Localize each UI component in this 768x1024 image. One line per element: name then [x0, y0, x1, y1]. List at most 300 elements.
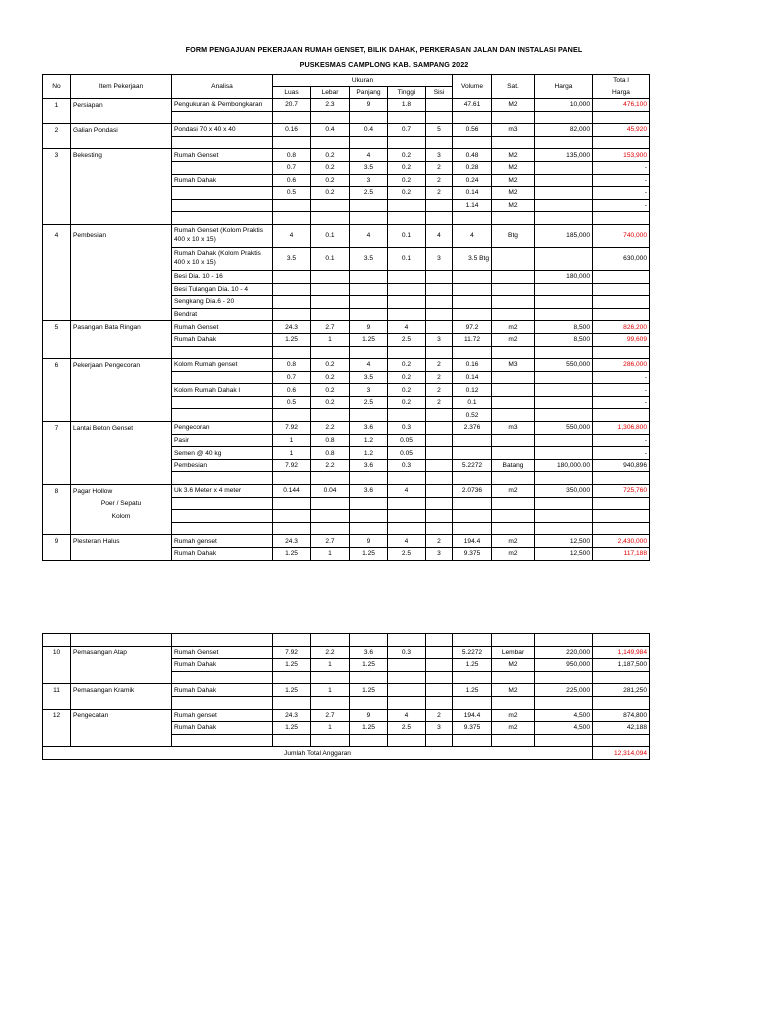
total-harga-cell: 1,149,984	[593, 646, 650, 659]
volume-cell: 0.1	[453, 396, 492, 409]
harga-cell	[535, 671, 593, 684]
row-no-cell	[43, 136, 71, 149]
header-ukuran: Ukuran	[273, 75, 453, 87]
volume-cell: 0.48	[453, 149, 492, 162]
satuan-cell	[492, 522, 535, 535]
lebar-cell	[311, 522, 350, 535]
total-harga-cell	[593, 296, 650, 309]
harga-cell: 950,000	[535, 659, 593, 672]
satuan-cell	[492, 346, 535, 359]
lebar-cell: 2.7	[311, 321, 350, 334]
total-harga-cell: -	[593, 384, 650, 397]
lebar-cell: 0.1	[311, 224, 350, 247]
tinggi-cell: 0.2	[388, 384, 426, 397]
harga-cell: 180,000.00	[535, 459, 593, 472]
satuan-cell	[492, 296, 535, 309]
lebar-cell: 0.4	[311, 124, 350, 137]
tinggi-cell: 0.05	[388, 434, 426, 447]
tinggi-cell	[388, 696, 426, 709]
total-harga-cell	[593, 346, 650, 359]
total-harga-cell: 740,000	[593, 224, 650, 247]
tinggi-cell	[388, 671, 426, 684]
panjang-cell: 4	[350, 149, 388, 162]
tinggi-cell	[388, 659, 426, 672]
item-pekerjaan-cell	[71, 212, 172, 225]
row-no-cell	[43, 283, 71, 296]
harga-cell: 12,500	[535, 548, 593, 561]
analisa-cell	[172, 199, 273, 212]
tinggi-cell	[388, 283, 426, 296]
analisa-cell	[172, 187, 273, 200]
lebar-cell: 0.2	[311, 384, 350, 397]
luas-cell	[273, 136, 311, 149]
satuan-cell	[492, 283, 535, 296]
volume-cell: 2.376	[453, 422, 492, 435]
total-harga-cell: 874,800	[593, 709, 650, 722]
form-subtitle: PUSKESMAS CAMPLONG KAB. SAMPANG 2022	[299, 60, 469, 69]
panjang-cell	[350, 696, 388, 709]
sisi-cell: 3	[426, 722, 453, 735]
luas-cell	[273, 270, 311, 283]
satuan-cell: M2	[492, 187, 535, 200]
item-pekerjaan-cell	[71, 396, 172, 409]
panjang-cell	[350, 111, 388, 124]
volume-cell	[453, 497, 492, 510]
lebar-cell: 0.2	[311, 396, 350, 409]
satuan-cell	[492, 497, 535, 510]
volume-cell: 0.14	[453, 371, 492, 384]
volume-cell: 0.12	[453, 384, 492, 397]
analisa-cell	[172, 111, 273, 124]
harga-cell	[535, 510, 593, 523]
sisi-cell: 2	[426, 187, 453, 200]
analisa-cell	[172, 161, 273, 174]
sisi-cell	[426, 212, 453, 225]
lebar-cell: 1	[311, 548, 350, 561]
luas-cell: 1.25	[273, 548, 311, 561]
table-row	[43, 485, 650, 498]
satuan-cell: m2	[492, 535, 535, 548]
volume-cell	[453, 296, 492, 309]
total-harga-cell: -	[593, 161, 650, 174]
panjang-cell: 1.25	[350, 333, 388, 346]
lebar-cell	[311, 497, 350, 510]
lebar-cell	[311, 634, 350, 647]
item-pekerjaan-cell	[71, 333, 172, 346]
analisa-cell: Kolom Rumah Dahak l	[172, 384, 273, 397]
lebar-cell: 2.7	[311, 535, 350, 548]
panjang-cell: 9	[350, 99, 388, 112]
panjang-cell: 3	[350, 384, 388, 397]
item-pekerjaan-cell	[71, 270, 172, 283]
sisi-cell	[426, 321, 453, 334]
row-no-cell	[43, 671, 71, 684]
total-harga-cell: 2,430,000	[593, 535, 650, 548]
row-no-cell: 3	[43, 149, 71, 162]
analisa-cell: Kolom Rumah genset	[172, 359, 273, 372]
analisa-cell: Pondasi 70 x 40 x 40	[172, 124, 273, 137]
harga-cell	[535, 212, 593, 225]
item-pekerjaan-cell	[71, 722, 172, 735]
total-harga-cell: -	[593, 434, 650, 447]
sisi-cell	[426, 308, 453, 321]
analisa-cell	[172, 409, 273, 422]
harga-cell	[535, 296, 593, 309]
spacer-row	[43, 346, 650, 359]
analisa-cell: Rumah Genset	[172, 321, 273, 334]
analisa-cell	[172, 734, 273, 747]
item-pekerjaan-cell	[71, 346, 172, 359]
header-panjang: Panjang	[350, 87, 388, 99]
volume-cell: 0.14	[453, 187, 492, 200]
harga-cell	[535, 447, 593, 460]
luas-cell: 1	[273, 434, 311, 447]
table-row	[43, 187, 650, 200]
volume-cell	[453, 696, 492, 709]
total-harga-cell: 630,000	[593, 247, 650, 270]
luas-cell: 0.6	[273, 384, 311, 397]
total-harga-cell	[593, 111, 650, 124]
sisi-cell: 2	[426, 535, 453, 548]
row-no-cell	[43, 659, 71, 672]
spacer-row	[43, 111, 650, 124]
total-harga-cell	[593, 522, 650, 535]
analisa-cell: Pasir	[172, 434, 273, 447]
satuan-cell	[492, 212, 535, 225]
table-row	[43, 646, 650, 659]
luas-cell: 0.8	[273, 359, 311, 372]
row-no-cell	[43, 497, 71, 510]
spacer-row	[43, 671, 650, 684]
header-no: No	[43, 75, 71, 99]
analisa-cell: Besi Dia. 10 - 16	[172, 270, 273, 283]
tinggi-cell	[388, 734, 426, 747]
volume-cell: 1.25	[453, 684, 492, 697]
volume-cell	[453, 634, 492, 647]
analisa-cell	[172, 510, 273, 523]
analisa-cell: Rumah genset	[172, 709, 273, 722]
total-harga-cell: -	[593, 396, 650, 409]
table-row	[43, 384, 650, 397]
analisa-cell: Semen @ 40 kg	[172, 447, 273, 460]
panjang-cell: 0.4	[350, 124, 388, 137]
volume-cell: 1.14	[453, 199, 492, 212]
item-pekerjaan-cell	[71, 247, 172, 270]
satuan-cell: M2	[492, 161, 535, 174]
form-title: FORM PENGAJUAN PEKERJAAN RUMAH GENSET, BILIK DAHAK, PERKERASAN JALAN DAN INSTALASI PANEL	[185, 45, 583, 54]
sisi-cell	[426, 136, 453, 149]
harga-cell: 4,500	[535, 722, 593, 735]
total-harga-cell: 45,920	[593, 124, 650, 137]
lebar-cell: 1	[311, 722, 350, 735]
volume-cell	[453, 522, 492, 535]
table-row	[43, 247, 650, 270]
volume-cell: 47.61	[453, 99, 492, 112]
panjang-cell	[350, 510, 388, 523]
sisi-cell: 2	[426, 359, 453, 372]
row-no-cell	[43, 174, 71, 187]
total-harga-cell: 286,000	[593, 359, 650, 372]
total-harga-cell	[593, 308, 650, 321]
panjang-cell	[350, 634, 388, 647]
sisi-cell: 2	[426, 161, 453, 174]
panjang-cell: 3.6	[350, 646, 388, 659]
satuan-cell: m2	[492, 709, 535, 722]
table-row	[43, 333, 650, 346]
panjang-cell: 2.5	[350, 396, 388, 409]
harga-cell	[535, 111, 593, 124]
sisi-cell	[426, 671, 453, 684]
lebar-cell	[311, 296, 350, 309]
table-row	[43, 321, 650, 334]
analisa-cell	[172, 671, 273, 684]
header-harga: Harga	[535, 75, 593, 99]
analisa-cell: Sengkang Dia.6 - 20	[172, 296, 273, 309]
lebar-cell: 2.3	[311, 99, 350, 112]
satuan-cell: m3	[492, 422, 535, 435]
lebar-cell	[311, 734, 350, 747]
row-no-cell: 7	[43, 422, 71, 435]
item-pekerjaan-cell: Kolom	[71, 510, 172, 523]
row-no-cell: 2	[43, 124, 71, 137]
lebar-cell: 2.2	[311, 459, 350, 472]
panjang-cell	[350, 409, 388, 422]
item-pekerjaan-cell	[71, 447, 172, 460]
harga-cell	[535, 174, 593, 187]
row-no-cell	[43, 447, 71, 460]
total-harga-cell	[593, 634, 650, 647]
total-harga-cell	[593, 283, 650, 296]
satuan-cell	[492, 111, 535, 124]
harga-cell: 350,000	[535, 485, 593, 498]
table-row	[43, 371, 650, 384]
lebar-cell: 0.2	[311, 371, 350, 384]
satuan-cell: M2	[492, 199, 535, 212]
row-no-cell	[43, 333, 71, 346]
item-pekerjaan-cell	[71, 308, 172, 321]
tinggi-cell	[388, 212, 426, 225]
analisa-cell: Rumah Dahak	[172, 548, 273, 561]
item-pekerjaan-cell: Lantai Beton Genset	[71, 422, 172, 435]
total-harga-cell: 940,896	[593, 459, 650, 472]
lebar-cell: 1	[311, 333, 350, 346]
satuan-cell: M3	[492, 359, 535, 372]
tinggi-cell: 0.2	[388, 371, 426, 384]
volume-cell: 4	[453, 224, 492, 247]
sisi-cell	[426, 659, 453, 672]
rab-table-part-2	[42, 633, 650, 760]
row-no-cell	[43, 270, 71, 283]
panjang-cell	[350, 296, 388, 309]
satuan-cell: m2	[492, 321, 535, 334]
sisi-cell	[426, 99, 453, 112]
row-no-cell: 10	[43, 646, 71, 659]
volume-cell	[453, 434, 492, 447]
luas-cell	[273, 111, 311, 124]
volume-cell	[453, 283, 492, 296]
row-no-cell	[43, 371, 71, 384]
analisa-cell: Rumah Dahak	[172, 659, 273, 672]
volume-cell: 194.4	[453, 535, 492, 548]
lebar-cell: 2.7	[311, 709, 350, 722]
volume-cell: 97.2	[453, 321, 492, 334]
row-no-cell	[43, 510, 71, 523]
row-no-cell	[43, 199, 71, 212]
header-tinggi: Tinggi	[388, 87, 426, 99]
satuan-cell	[492, 371, 535, 384]
item-pekerjaan-cell	[71, 434, 172, 447]
item-pekerjaan-cell: Pasangan Bata Ringan	[71, 321, 172, 334]
spacer-row	[43, 696, 650, 709]
volume-cell: 5.2272	[453, 459, 492, 472]
luas-cell: 0.5	[273, 396, 311, 409]
total-harga-cell: 725,760	[593, 485, 650, 498]
tinggi-cell: 0.2	[388, 174, 426, 187]
spacer-row	[43, 634, 650, 647]
harga-cell: 220,000	[535, 646, 593, 659]
grand-total-value: 12,314,094	[593, 747, 650, 760]
tinggi-cell: 4	[388, 485, 426, 498]
row-no-cell	[43, 409, 71, 422]
header-lebar: Lebar	[311, 87, 350, 99]
panjang-cell: 3.6	[350, 459, 388, 472]
luas-cell: 20.7	[273, 99, 311, 112]
volume-cell: 11.72	[453, 333, 492, 346]
luas-cell	[273, 734, 311, 747]
total-harga-cell	[593, 696, 650, 709]
satuan-cell	[492, 409, 535, 422]
satuan-cell: Lembar	[492, 646, 535, 659]
item-pekerjaan-cell	[71, 111, 172, 124]
harga-cell: 4,500	[535, 709, 593, 722]
tinggi-cell: 4	[388, 709, 426, 722]
sisi-cell: 3	[426, 333, 453, 346]
item-pekerjaan-cell: Pagar Hollow	[71, 485, 172, 498]
tinggi-cell: 4	[388, 535, 426, 548]
tinggi-cell: 2.5	[388, 333, 426, 346]
luas-cell	[273, 510, 311, 523]
grand-total-label: Jumlah Total Anggaran	[43, 747, 593, 760]
item-pekerjaan-cell: Pemasangan Kramik	[71, 684, 172, 697]
total-harga-cell: 99,609	[593, 333, 650, 346]
sisi-cell	[426, 459, 453, 472]
table-row	[43, 296, 650, 309]
satuan-cell	[492, 447, 535, 460]
item-pekerjaan-cell	[71, 659, 172, 672]
volume-cell: 194.4	[453, 709, 492, 722]
item-pekerjaan-cell	[71, 459, 172, 472]
luas-cell	[273, 199, 311, 212]
item-pekerjaan-cell	[71, 384, 172, 397]
harga-cell	[535, 384, 593, 397]
item-pekerjaan-cell	[71, 371, 172, 384]
panjang-cell: 2.5	[350, 187, 388, 200]
item-pekerjaan-cell: Pemasangan Atap	[71, 646, 172, 659]
tinggi-cell: 0.2	[388, 161, 426, 174]
item-pekerjaan-cell	[71, 671, 172, 684]
analisa-cell: Pengecoran	[172, 422, 273, 435]
lebar-cell	[311, 199, 350, 212]
luas-cell: 0.16	[273, 124, 311, 137]
luas-cell	[273, 308, 311, 321]
header-analisa: Analisa	[172, 75, 273, 99]
panjang-cell	[350, 308, 388, 321]
panjang-cell	[350, 522, 388, 535]
tinggi-cell	[388, 346, 426, 359]
table-row	[43, 535, 650, 548]
analisa-cell	[172, 522, 273, 535]
analisa-cell: Pengukuran & Pembongkaran	[172, 99, 273, 112]
volume-cell	[453, 111, 492, 124]
table-row	[43, 510, 650, 523]
panjang-cell	[350, 472, 388, 485]
item-pekerjaan-cell	[71, 199, 172, 212]
sisi-cell	[426, 485, 453, 498]
satuan-cell: m2	[492, 333, 535, 346]
lebar-cell: 0.1	[311, 247, 350, 270]
lebar-cell	[311, 346, 350, 359]
volume-cell: 9.375	[453, 722, 492, 735]
sisi-cell: 4	[426, 224, 453, 247]
lebar-cell	[311, 696, 350, 709]
spacer-row	[43, 734, 650, 747]
volume-cell	[453, 734, 492, 747]
volume-cell: 0.28	[453, 161, 492, 174]
volume-cell	[453, 308, 492, 321]
row-no-cell	[43, 187, 71, 200]
table-row	[43, 396, 650, 409]
volume-cell	[453, 447, 492, 460]
item-pekerjaan-cell: Pembesian	[71, 224, 172, 247]
sisi-cell	[426, 296, 453, 309]
row-no-cell	[43, 396, 71, 409]
sisi-cell	[426, 447, 453, 460]
item-pekerjaan-cell	[71, 174, 172, 187]
lebar-cell: 0.8	[311, 447, 350, 460]
satuan-cell	[492, 136, 535, 149]
volume-cell: 1.25	[453, 659, 492, 672]
satuan-cell	[492, 247, 535, 270]
sisi-cell	[426, 270, 453, 283]
satuan-cell: Btg	[492, 224, 535, 247]
luas-cell	[273, 283, 311, 296]
item-pekerjaan-cell	[71, 283, 172, 296]
satuan-cell	[492, 734, 535, 747]
table-row	[43, 99, 650, 112]
tinggi-cell: 0.05	[388, 447, 426, 460]
table-row	[43, 124, 650, 137]
satuan-cell: M2	[492, 99, 535, 112]
sisi-cell: 3	[426, 247, 453, 270]
satuan-cell: M2	[492, 174, 535, 187]
lebar-cell	[311, 111, 350, 124]
sisi-cell	[426, 634, 453, 647]
sisi-cell	[426, 422, 453, 435]
row-no-cell	[43, 522, 71, 535]
row-no-cell	[43, 247, 71, 270]
analisa-cell: Bendrat	[172, 308, 273, 321]
harga-cell	[535, 247, 593, 270]
lebar-cell	[311, 671, 350, 684]
header-sat: Sat.	[492, 75, 535, 99]
panjang-cell: 4	[350, 224, 388, 247]
lebar-cell	[311, 270, 350, 283]
harga-cell: 10,000	[535, 99, 593, 112]
panjang-cell: 1.25	[350, 548, 388, 561]
analisa-cell	[172, 371, 273, 384]
analisa-cell	[172, 472, 273, 485]
row-no-cell: 9	[43, 535, 71, 548]
